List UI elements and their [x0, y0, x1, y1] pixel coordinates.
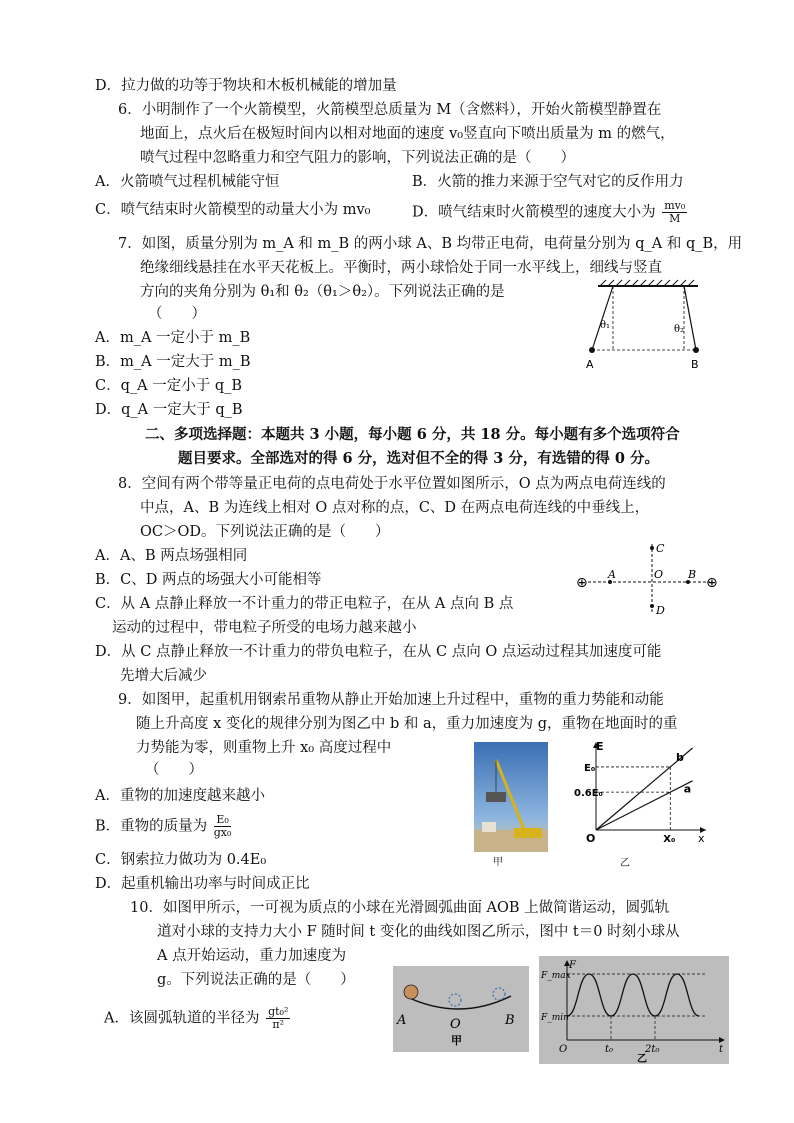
ball-b — [693, 347, 699, 353]
q6-option-c: C．喷气结束时火箭模型的动量大小为 mv₀ — [95, 202, 371, 218]
t-axis-label: t — [719, 1044, 724, 1055]
section-2-heading-1: 二、多项选择题：本题共 3 小题，每小题 6 分，共 18 分。每小题有多个选项符合 — [145, 426, 680, 443]
q7-stem-1: 7．如图，质量分别为 m_A 和 m_B 的两小球 A、B 均带正电荷，电荷量分别为 q_A 和 q_B，用 — [118, 236, 743, 252]
q9-answer-paren: （ ） — [145, 762, 203, 778]
q9-option-b-text: B．重物的质量为 — [95, 818, 208, 835]
q7-answer-paren: （ ） — [148, 306, 206, 322]
arc-point-o: O — [450, 1017, 461, 1032]
point-o: O — [654, 568, 664, 581]
point-a: A — [608, 568, 616, 581]
q8-option-b: B．C、D 两点的场强大小可能相等 — [95, 572, 322, 588]
q9-option-c: C．钢索拉力做功为 0.4E₀ — [95, 852, 267, 868]
theta2-label: θ₂ — [674, 324, 685, 335]
series-b-label: b — [676, 750, 684, 764]
fmin-label: F_min — [541, 1013, 569, 1023]
f-origin-label: O — [559, 1044, 568, 1055]
q5-option-d: D．拉力做的功等于物块和木板机械能的增加量 — [95, 78, 397, 94]
q8-option-a: A．A、B 两点场强相同 — [95, 548, 248, 564]
q9-stem-1: 9．如图甲，起重机用钢索吊重物从静止开始加速上升过程中，重物的重力势能和动能 — [118, 692, 664, 708]
q7-stem-2: 绝缘细线悬挂在水平天花板上。平衡时，两小球恰处于同一水平线上，细线与竖直 — [140, 260, 662, 276]
point-d: D — [656, 604, 665, 617]
q10-arc-figure — [393, 966, 529, 1052]
charge-left: ⊕ — [576, 575, 588, 591]
point-c: C — [656, 542, 665, 555]
fig9-jia-caption: 甲 — [493, 857, 503, 868]
q10-option-a-fraction: $\frac{\text{gt₀²}}{\text{π²}}$ — [268, 1005, 289, 1031]
x-axis-label: x — [698, 832, 705, 845]
q9-option-d: D．起重机输出功率与时间成正比 — [95, 876, 310, 892]
q8-option-d-2: 先增大后减少 — [120, 668, 207, 684]
q7-figure — [580, 282, 720, 372]
theta1-label: θ₁ — [600, 320, 611, 331]
q6-option-d-text: D．喷气结束时火箭模型的速度大小为 — [412, 204, 656, 221]
q10-option-a-text: A．该圆弧轨道的半径为 — [104, 1010, 260, 1027]
arc-point-a: A — [397, 1013, 407, 1028]
2t0-label: 2t₀ — [645, 1044, 660, 1055]
ball — [404, 985, 418, 999]
q8-stem-1: 8．空间有两个带等量正电荷的点电荷处于水平位置如图所示，O 点为两点电荷连线的 — [118, 476, 666, 492]
q9-stem-3: 力势能为零，则重物上升 x₀ 高度过程中 — [136, 740, 392, 756]
origin-label: O — [586, 832, 596, 845]
q9-stem-2: 随上升高度 x 变化的规律分别为图乙中 b 和 a，重力加速度为 g，重物在地面时的重 — [136, 716, 678, 732]
label-b: B — [691, 358, 699, 371]
f-axis-label: F — [569, 960, 576, 971]
q7-stem-3: 方向的夹角分别为 θ₁和 θ₂（θ₁＞θ₂）。下列说法正确的是 — [140, 284, 505, 300]
series-a-line — [596, 781, 693, 830]
q6-stem-2: 地面上，点火后在极短时间内以相对地面的速度 v₀竖直向下喷出质量为 m 的燃气， — [140, 126, 675, 142]
q6-stem-1: 6．小明制作了一个火箭模型，火箭模型总质量为 M（含燃料），开始火箭模型静置在 — [118, 102, 662, 118]
q8-option-c-1: C．从 A 点静止释放一不计重力的带正电粒子，在从 A 点向 B 点 — [95, 596, 514, 612]
q9-option-b-fraction: $\frac{\text{E₀}}{\text{gx₀}}$ — [213, 813, 232, 839]
string-a — [592, 286, 613, 350]
q10-stem-2: 道对小球的支持力大小 F 随时间 t 变化的曲线如图乙所示，图中 t＝0 时刻小球从 — [157, 924, 680, 940]
x0-tick-label: X₀ — [663, 834, 676, 845]
point-b: B — [688, 568, 697, 581]
q8-stem-3: OC＞OD。下列说法正确的是（ ） — [140, 524, 390, 540]
q7-option-a: A．m_A 一定小于 m_B — [95, 330, 251, 346]
q8-option-d-1: D．从 C 点静止释放一不计重力的带负电粒子，在从 C 点向 O 点运动过程其加速度可能 — [95, 644, 662, 660]
q6-option-d — [412, 200, 689, 225]
q10-stem-4: g。下列说法正确的是（ ） — [157, 972, 355, 988]
q8-figure — [570, 534, 720, 618]
q6-option-b: B．火箭的推力来源于空气对它的反作用力 — [412, 174, 684, 190]
q9-option-a: A．重物的加速度越来越小 — [95, 788, 265, 804]
q10-option-a — [104, 1006, 292, 1031]
q7-option-b: B．m_A 一定大于 m_B — [95, 354, 251, 370]
crane-photo — [474, 742, 548, 852]
string-b — [684, 286, 696, 350]
q8-option-c-2: 运动的过程中，带电粒子所受的电场力越来越小 — [112, 620, 417, 636]
q10-force-figure — [539, 956, 729, 1064]
section-2-heading-2: 题目要求。全部选对的得 6 分，选对但不全的得 3 分，有选错的得 0 分。 — [178, 450, 660, 467]
q9-energy-chart — [574, 738, 712, 850]
q6-option-d-fraction: $\frac{\text{mv₀}}{M}$ — [664, 199, 686, 225]
label-a: A — [586, 358, 594, 371]
t0-label: t₀ — [605, 1044, 614, 1055]
q8-stem-2: 中点，A、B 为连线上相对 O 点对称的点，C、D 在两点电荷连线的中垂线上， — [140, 500, 650, 516]
06e0-tick-label: 0.6E₀ — [574, 788, 603, 800]
q10-stem-1: 10．如图甲所示，一可视为质点的小球在光滑圆弧曲面 AOB 上做简谐运动，圆弧轨 — [130, 900, 670, 916]
fig9-yi-caption: 乙 — [620, 858, 630, 869]
ball-a — [589, 347, 595, 353]
arc-point-b: B — [505, 1013, 515, 1028]
q6-option-a: A．火箭喷气过程机械能守恒 — [95, 174, 280, 190]
q6-stem-3: 喷气过程中忽略重力和空气阻力的影响，下列说法正确的是（ ） — [140, 150, 575, 166]
q10-stem-3: A 点开始运动，重力加速度为 — [157, 948, 347, 964]
fmax-label: F_max — [541, 971, 571, 981]
fig10-yi-caption: 乙 — [637, 1054, 647, 1065]
e0-tick-label: E₀ — [584, 762, 596, 774]
q7-option-c: C．q_A 一定小于 q_B — [95, 378, 243, 394]
y-axis-label: E — [596, 740, 604, 753]
series-a-label: a — [683, 782, 692, 796]
q9-option-b — [95, 814, 233, 839]
q7-option-d: D．q_A 一定大于 q_B — [95, 402, 243, 418]
fig10-jia-caption: 甲 — [451, 1034, 462, 1047]
charge-right: ⊕ — [706, 575, 718, 591]
